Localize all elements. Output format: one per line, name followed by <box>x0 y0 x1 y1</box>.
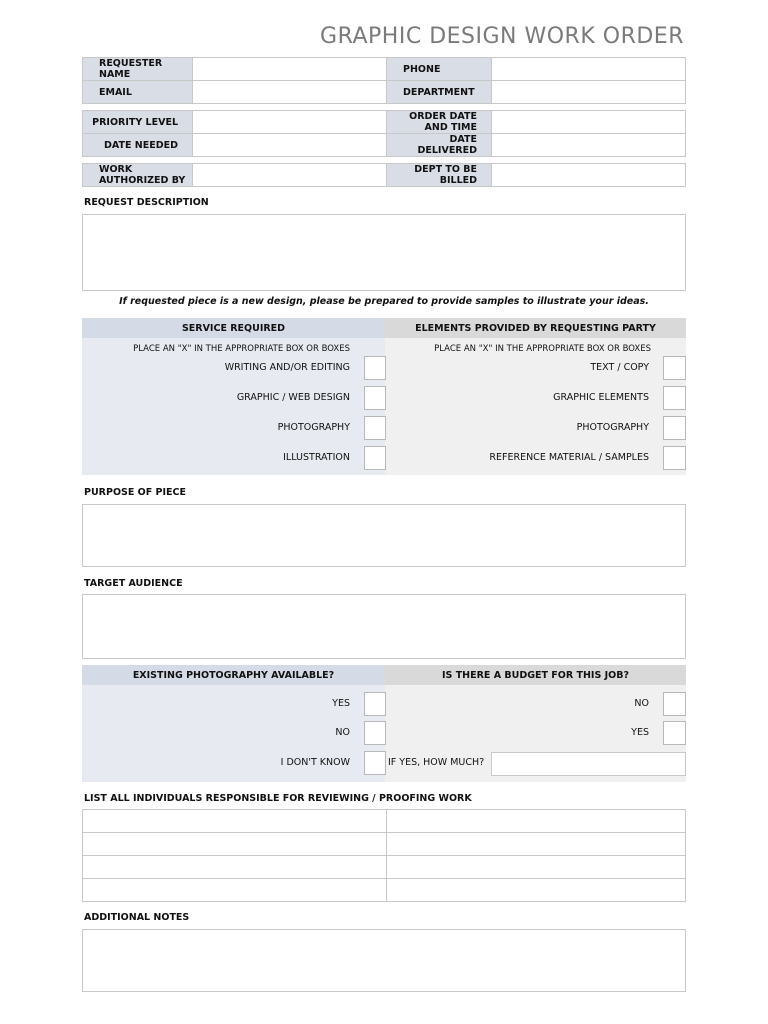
service-option-design: GRAPHIC / WEB DESIGN <box>236 392 350 403</box>
notes-label: ADDITIONAL NOTES <box>84 912 190 923</box>
request-description-field[interactable] <box>82 214 686 291</box>
photo-checkbox-unknown[interactable] <box>364 751 386 775</box>
design-note: If requested piece is a new design, please be prepared to provide samples to illustrate your ideas. <box>119 296 649 307</box>
work-authorized-label-line2: AUTHORIZED BY <box>99 175 186 186</box>
reviewer-cell[interactable] <box>83 856 386 878</box>
budget-amount-field[interactable] <box>491 752 686 776</box>
purpose-field[interactable] <box>82 504 686 567</box>
dept-billed-field[interactable] <box>491 163 686 187</box>
order-date-field[interactable] <box>491 110 686 134</box>
reviewer-cell[interactable] <box>387 810 685 832</box>
reviewer-cell[interactable] <box>387 856 685 878</box>
requester-name-label: REQUESTER NAME <box>82 57 193 81</box>
elements-option-text: TEXT / COPY <box>590 362 649 373</box>
requester-name-field[interactable] <box>192 57 387 81</box>
order-date-label-line2: AND TIME <box>424 122 477 133</box>
phone-field[interactable] <box>491 57 686 81</box>
order-date-label-line1: ORDER DATE <box>409 111 477 122</box>
department-field[interactable] <box>491 80 686 104</box>
elements-provided-header: ELEMENTS PROVIDED BY REQUESTING PARTY <box>385 318 686 338</box>
photo-option-unknown: I DON'T KNOW <box>280 757 350 768</box>
service-checkbox-writing[interactable] <box>364 356 386 380</box>
reviewer-cell[interactable] <box>83 810 386 832</box>
budget-how-much-label: IF YES, HOW MUCH? <box>388 757 485 768</box>
priority-level-label: PRIORITY LEVEL <box>82 110 193 134</box>
elements-checkbox-reference[interactable] <box>663 446 686 470</box>
phone-label: PHONE <box>386 57 492 81</box>
request-description-label: REQUEST DESCRIPTION <box>84 197 209 208</box>
photo-option-no: NO <box>335 727 350 738</box>
elements-checkbox-text[interactable] <box>663 356 686 380</box>
budget-checkbox-no[interactable] <box>663 692 686 716</box>
service-checkbox-photography[interactable] <box>364 416 386 440</box>
order-date-label <box>386 110 492 134</box>
purpose-label: PURPOSE OF PIECE <box>84 487 186 498</box>
date-delivered-field[interactable] <box>491 133 686 157</box>
service-checkbox-illustration[interactable] <box>364 446 386 470</box>
budget-option-yes: YES <box>631 727 649 738</box>
budget-option-no: NO <box>634 698 649 709</box>
date-needed-label: DATE NEEDED <box>82 133 193 157</box>
page-title: GRAPHIC DESIGN WORK ORDER <box>320 24 684 49</box>
email-field[interactable] <box>192 80 387 104</box>
work-authorized-field[interactable] <box>192 163 387 187</box>
department-label: DEPARTMENT <box>386 80 492 104</box>
service-checkbox-design[interactable] <box>364 386 386 410</box>
photography-header: EXISTING PHOTOGRAPHY AVAILABLE? <box>82 665 385 685</box>
elements-instruction: PLACE AN "X" IN THE APPROPRIATE BOX OR BOXES <box>434 344 651 354</box>
reviewer-cell[interactable] <box>83 833 386 855</box>
dept-billed-label <box>386 163 492 187</box>
audience-field[interactable] <box>82 594 686 659</box>
priority-level-field[interactable] <box>192 110 387 134</box>
date-delivered-label: DATE DELIVERED <box>386 133 492 157</box>
budget-checkbox-yes[interactable] <box>663 721 686 745</box>
reviewers-label: LIST ALL INDIVIDUALS RESPONSIBLE FOR REVIEWING / PROOFING WORK <box>84 793 472 804</box>
photo-option-yes: YES <box>332 698 350 709</box>
reviewer-cell[interactable] <box>387 879 685 901</box>
elements-checkbox-photography[interactable] <box>663 416 686 440</box>
reviewer-cell[interactable] <box>83 879 386 901</box>
elements-option-graphic: GRAPHIC ELEMENTS <box>553 392 649 403</box>
dept-billed-label-line1: DEPT TO BE <box>414 164 477 175</box>
service-option-illustration: ILLUSTRATION <box>283 452 350 463</box>
dept-billed-label-line2: BILLED <box>439 175 477 186</box>
audience-label: TARGET AUDIENCE <box>84 578 183 589</box>
service-option-writing: WRITING AND/OR EDITING <box>224 362 350 373</box>
reviewer-cell[interactable] <box>387 833 685 855</box>
work-authorized-label-line1: WORK <box>99 164 133 175</box>
work-authorized-label <box>82 163 193 187</box>
service-required-header: SERVICE REQUIRED <box>82 318 385 338</box>
notes-field[interactable] <box>82 929 686 992</box>
reviewers-table <box>82 809 686 902</box>
email-label: EMAIL <box>82 80 193 104</box>
elements-option-reference: REFERENCE MATERIAL / SAMPLES <box>489 452 649 463</box>
budget-header: IS THERE A BUDGET FOR THIS JOB? <box>385 665 686 685</box>
elements-checkbox-graphic[interactable] <box>663 386 686 410</box>
elements-option-photography: PHOTOGRAPHY <box>576 422 649 433</box>
service-option-photography: PHOTOGRAPHY <box>277 422 350 433</box>
photo-checkbox-yes[interactable] <box>364 692 386 716</box>
date-needed-field[interactable] <box>192 133 387 157</box>
service-instruction: PLACE AN "X" IN THE APPROPRIATE BOX OR BOXES <box>133 344 350 354</box>
photo-checkbox-no[interactable] <box>364 721 386 745</box>
